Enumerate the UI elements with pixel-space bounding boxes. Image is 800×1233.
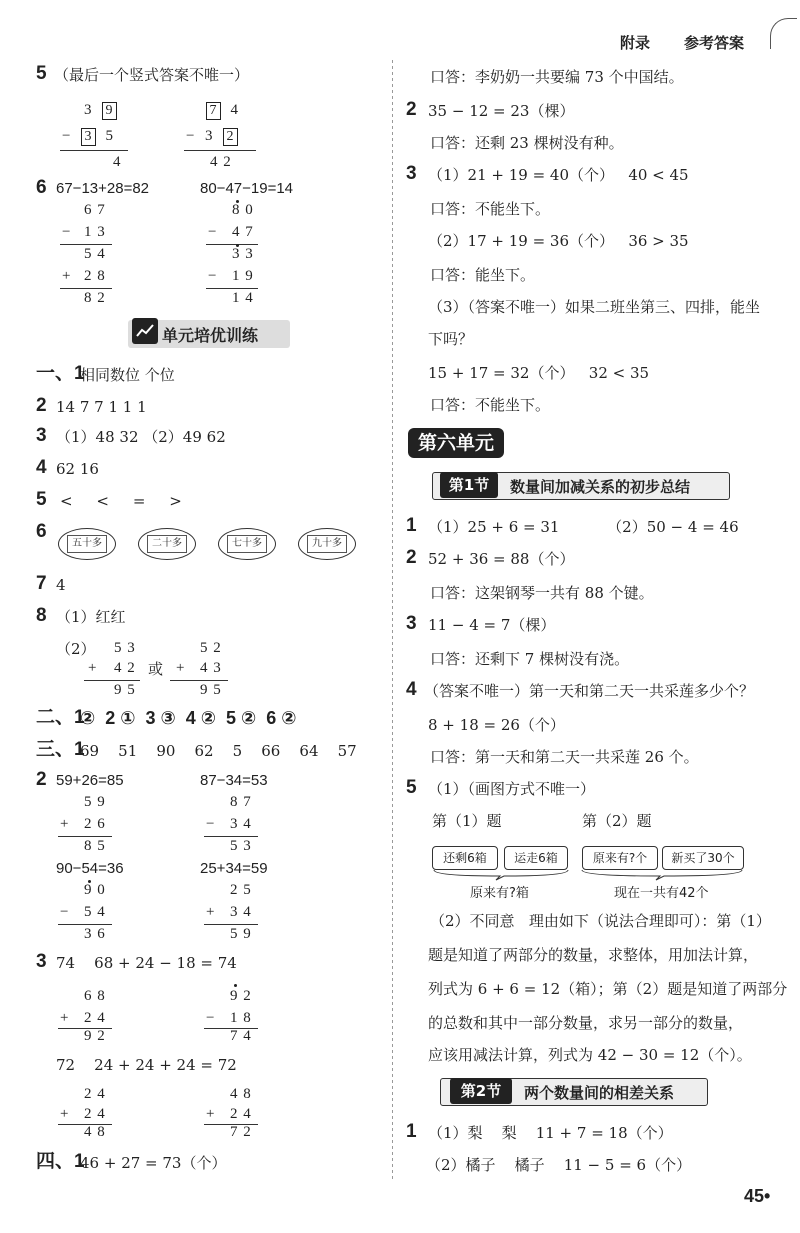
q5a-box2: 3 — [81, 128, 96, 146]
v1-text2: （2）橘子 橘子 11 − 5 = 6（个） — [426, 1156, 692, 1174]
plus-sign: + — [206, 904, 216, 920]
u5-title2: 第（2）题 — [582, 812, 652, 830]
p7-number: 7 — [36, 573, 47, 594]
sec1-tag: 第1节 — [440, 472, 498, 498]
s3-2-eq4: 25+34=59 — [200, 860, 268, 877]
s3-text: 69 51 90 62 5 66 64 57 — [80, 742, 357, 760]
s32c-line — [58, 924, 112, 925]
s2-items: ② 2 ① 3 ③ 4 ② 5 ② 6 ② — [80, 708, 297, 728]
section-title: 单元培优训练 — [162, 326, 259, 345]
q6b-minus1: − — [208, 224, 218, 240]
header-title: 参考答案 — [684, 34, 745, 52]
u4-eq: 8 + 18 = 26（个） — [428, 716, 565, 734]
s3-3-text: 74 68 + 24 − 18 = 74 — [56, 954, 237, 972]
q5-number: 5 — [36, 63, 47, 84]
p4-text: 62 16 — [56, 460, 99, 478]
or-label: 或 — [148, 660, 164, 678]
s32c-row1: 9 0 — [84, 882, 106, 898]
p8b-row2: 4 3 — [200, 660, 222, 676]
r2-text: 35 − 12 = 23（棵） — [428, 102, 575, 120]
p2-number: 2 — [36, 395, 47, 416]
u2-answer: 口答：这架钢琴一共有 88 个键。 — [430, 584, 654, 602]
r2-answer: 口答：还剩 23 棵树没有种。 — [430, 134, 624, 152]
q5a-line — [60, 150, 128, 151]
p1-text: 相同数位 个位 — [80, 366, 175, 384]
q6-eq1: 67−13+28=82 — [56, 180, 150, 197]
answer-oval: 九十多 — [298, 528, 356, 560]
p8a-row1: 5 3 — [114, 640, 136, 656]
r3-line6: 下吗？ — [428, 330, 474, 348]
diagram-tag: 原来有?个 — [582, 846, 658, 870]
r2-number: 2 — [406, 99, 417, 120]
p5-number: 5 — [36, 489, 47, 510]
u5-p2: 题是知道了两部分的数量，求整体，用加法计算， — [428, 946, 759, 964]
s33a-row1: 6 8 — [84, 988, 106, 1004]
diagram-tag: 还剩6箱 — [432, 846, 498, 870]
p8-text: （1）红红 — [56, 608, 126, 626]
r3-number: 3 — [406, 163, 417, 184]
minus-sign: − — [60, 904, 70, 920]
q5a-row1: 3 9 — [84, 102, 117, 120]
s32d-row2: 3 4 — [230, 904, 252, 920]
s3-2-number: 2 — [36, 769, 47, 790]
q6b-row2: 4 7 — [232, 224, 254, 240]
q6a-row2: 1 3 — [84, 224, 106, 240]
q5b-box2: 2 — [223, 128, 238, 146]
p8-sub: （2） — [56, 640, 96, 658]
s33a-result: 9 2 — [84, 1028, 106, 1044]
u3-text: 11 − 4 = 7（棵） — [428, 616, 556, 634]
s3-3-number: 3 — [36, 951, 47, 972]
q6b-row4: 1 9 — [232, 268, 254, 284]
s32d-row1: 2 5 — [230, 882, 252, 898]
v1-number: 1 — [406, 1121, 417, 1142]
s32a-row1: 5 9 — [84, 794, 106, 810]
s33d-row2: 2 4 — [230, 1106, 252, 1122]
p5-text: < < = > — [60, 492, 182, 510]
p8a-result: 9 5 — [114, 682, 136, 698]
column-divider — [392, 60, 393, 1180]
s33b-result: 7 4 — [230, 1028, 252, 1044]
s32b-row1: 8 7 — [230, 794, 252, 810]
sec1-title: 数量间加减关系的初步总结 — [510, 478, 691, 496]
s32c-result: 3 6 — [84, 926, 106, 942]
unit-title: 第六单元 — [408, 428, 504, 458]
s3-3-text2: 72 24 + 24 + 24 = 72 — [56, 1056, 237, 1074]
s32b-row2: 3 4 — [230, 816, 252, 832]
p6-number: 6 — [36, 521, 47, 542]
p8a-line — [84, 680, 140, 681]
page-corner-decoration — [770, 18, 797, 49]
u4-number: 4 — [406, 679, 417, 700]
s3-label: 三、1 — [36, 739, 85, 760]
q6a-row5: 8 2 — [84, 290, 106, 306]
s33b-row1: 9 2 — [230, 988, 252, 1004]
r3-line5: （3）（答案不唯一）如果二班坐第三、四排，能坐 — [428, 298, 761, 316]
r0-answer: 口答：李奶奶一共要编 73 个中国结。 — [430, 68, 684, 86]
q6a-row1: 6 7 — [84, 202, 106, 218]
minus-sign: − — [206, 816, 216, 832]
sec2-title: 两个数量间的相差关系 — [524, 1084, 675, 1102]
u5-p5: 应该用减法计算，列式为 42 − 30 = 12（个）。 — [428, 1046, 752, 1064]
diagram-tag: 运走6箱 — [504, 846, 568, 870]
chart-icon — [132, 318, 158, 344]
u4-text: （答案不唯一）第一天和第二天一共采莲多少个？ — [424, 682, 755, 700]
answer-oval: 二十多 — [138, 528, 196, 560]
page-number: 45• — [744, 1186, 771, 1206]
minus-sign: − — [206, 1010, 216, 1026]
brace-icon — [430, 868, 750, 882]
answer-oval: 五十多 — [58, 528, 116, 560]
s33d-result: 7 2 — [230, 1124, 252, 1140]
under-label-1: 原来有?箱 — [470, 886, 529, 901]
s32d-line — [204, 924, 258, 925]
p8a-row2: 4 2 — [114, 660, 136, 676]
u5-title1: 第（1）题 — [432, 812, 502, 830]
u3-number: 3 — [406, 613, 417, 634]
q5b-line — [184, 150, 256, 151]
q6a-plus: + — [62, 268, 72, 284]
s32c-row2: 5 4 — [84, 904, 106, 920]
plus-sign: + — [60, 816, 70, 832]
q5a-box1: 9 — [102, 102, 117, 120]
s3-2-eq3: 90−54=36 — [56, 860, 124, 877]
r3-line4: 口答：能坐下。 — [430, 266, 536, 284]
u3-answer: 口答：还剩下 7 棵树没有浇。 — [430, 650, 630, 668]
u4-answer: 口答：第一天和第二天一共采莲 26 个。 — [430, 748, 699, 766]
q6b-line2 — [206, 288, 258, 289]
r3-line3: （2）17 + 19 = 36（个） 36 > 35 — [428, 232, 689, 250]
q6b-row3: 3 3 — [232, 246, 254, 262]
appendix-label: 附录 — [620, 34, 651, 52]
r3-line1: （1）21 + 19 = 40（个） 40 < 45 — [428, 166, 689, 184]
plus-sign: + — [60, 1106, 70, 1122]
s3-2-eq1: 59+26=85 — [56, 772, 124, 789]
p1-number: 一、1 — [36, 363, 85, 384]
u1-text: （1）25 + 6 = 31 （2）50 − 4 = 46 — [428, 518, 739, 536]
s32a-row2: 2 6 — [84, 816, 106, 832]
r3-line2: 口答：不能坐下。 — [430, 200, 551, 218]
q5b-row2: − 3 2 — [186, 128, 238, 146]
u5-p3: 列式为 6 + 6 = 12（箱）；第（2）题是知道了两部分 — [428, 980, 788, 998]
q6a-row4: 2 8 — [84, 268, 106, 284]
p8a-plus: + — [88, 660, 98, 676]
q5b-row1: 7 4 — [206, 102, 239, 120]
s33c-result: 4 8 — [84, 1124, 106, 1140]
sec2-tag: 第2节 — [450, 1078, 512, 1104]
plus-sign: + — [206, 1106, 216, 1122]
plus-sign: + — [60, 1010, 70, 1026]
p8b-row1: 5 2 — [200, 640, 222, 656]
p2-text: 14 7 7 1 1 1 — [56, 398, 147, 416]
p8b-line — [170, 680, 228, 681]
q6-number: 6 — [36, 177, 47, 198]
q6a-line1 — [60, 244, 112, 245]
q5a-result: 4 — [113, 154, 122, 170]
p7-text: 4 — [56, 576, 66, 594]
u2-number: 2 — [406, 547, 417, 568]
s33a-row2: 2 4 — [84, 1010, 106, 1026]
p3-number: 3 — [36, 425, 47, 446]
s32b-line — [204, 836, 258, 837]
q5b-result: 4 2 — [210, 154, 232, 170]
p4-number: 4 — [36, 457, 47, 478]
q6b-row5: 1 4 — [232, 290, 254, 306]
s4-label: 四、1 — [36, 1151, 85, 1172]
q6a-row3: 5 4 — [84, 246, 106, 262]
q6b-minus2: − — [208, 268, 218, 284]
q5b-box1: 7 — [206, 102, 221, 120]
v1-text: （1）梨 梨 11 + 7 = 18（个） — [428, 1124, 673, 1142]
p8b-result: 9 5 — [200, 682, 222, 698]
s3-2-eq2: 87−34=53 — [200, 772, 268, 789]
s33b-row2: 1 8 — [230, 1010, 252, 1026]
p8b-plus: + — [176, 660, 186, 676]
s33d-row1: 4 8 — [230, 1086, 252, 1102]
u5-text: （1）（画图方式不唯一） — [428, 780, 596, 798]
s32a-line — [58, 836, 112, 837]
s32a-result: 8 5 — [84, 838, 106, 854]
s33c-row2: 2 4 — [84, 1106, 106, 1122]
u1-number: 1 — [406, 515, 417, 536]
p8-number: 8 — [36, 605, 47, 626]
q6b-row1: 8 0 — [232, 202, 254, 218]
q5-note: （最后一个竖式答案不唯一） — [54, 66, 250, 84]
borrow-dot — [234, 984, 237, 987]
q6a-minus: − — [62, 224, 72, 240]
r3-line8: 口答：不能坐下。 — [430, 396, 551, 414]
answer-oval: 七十多 — [218, 528, 276, 560]
under-label-2: 现在一共有42个 — [614, 886, 709, 901]
s2-label: 二、1 — [36, 707, 85, 728]
r3-line7: 15 + 17 = 32（个） 32 < 35 — [428, 364, 650, 382]
s33c-row1: 2 4 — [84, 1086, 106, 1102]
q6-eq2: 80−47−19=14 — [200, 180, 294, 197]
q6a-line2 — [60, 288, 112, 289]
q6b-line1 — [206, 244, 258, 245]
s32d-result: 5 9 — [230, 926, 252, 942]
u5-number: 5 — [406, 777, 417, 798]
u5-p4: 的总数和其中一部分数量，求另一部分的数量， — [428, 1014, 744, 1032]
s4-text: 46 + 27 = 73（个） — [80, 1154, 227, 1172]
u5-p1: （2）不同意 理由如下（说法合理即可）：第（1） — [430, 912, 771, 930]
q5a-row2: − 3 5 — [62, 128, 114, 144]
u2-text: 52 + 36 = 88（个） — [428, 550, 575, 568]
s32b-result: 5 3 — [230, 838, 252, 854]
diagram-tag: 新买了30个 — [662, 846, 744, 870]
p3-text: （1）48 32 （2）49 62 — [56, 428, 226, 446]
